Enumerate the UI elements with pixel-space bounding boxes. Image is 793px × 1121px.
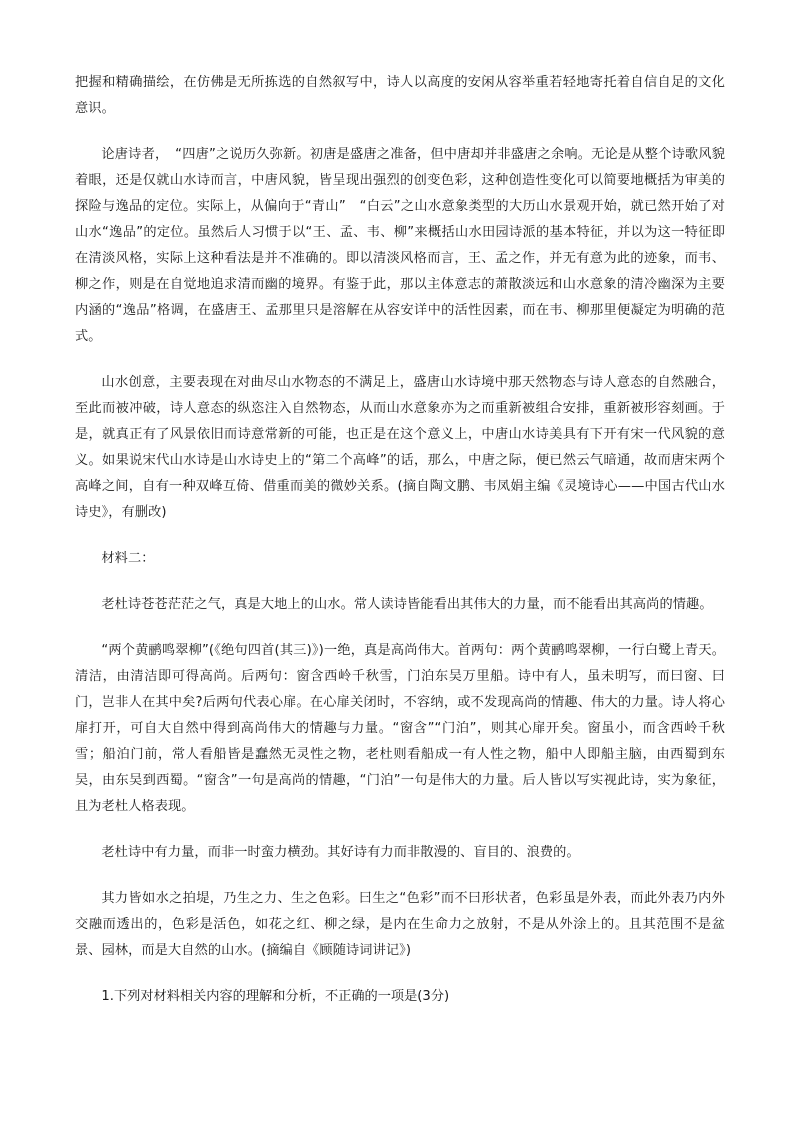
paragraph-6: 老杜诗中有力量，而非一时蛮力横劲。其好诗有力而非散漫的、盲目的、浪费的。 (101, 845, 580, 860)
document-page (75, 70, 725, 1010)
paragraph-2: 论唐诗者， “四唐”之说历久弥新。初唐是盛唐之准备，但中唐却并非盛唐之余响。无论是从整个诗歌风貌着眼，还是仅就山水诗而言，中唐风貌，皆呈现出强烈的创变色彩，这种创造性变化可以简要地概括为审美的探险与逸品的定位。实际上，从偏向于“青山” “白云”之山水意象类型的大历山水景观开始，就已然开始了对山水“逸品”的定位。虽然后人习惯于以“王、孟、韦、柳”来概括山水田园诗派的基本特征，并以为这一特征即在清淡风格，实际上这种看法是并不准确的。即以清淡风格而言，王、孟之作，并无有意为此的迹象，而韦、柳之作，则是在自觉地追求清而幽的境界。有鉴于此，那以主体意志的萧散淡远和山水意象的清冷幽深为主要内涵的“逸品”格调，在盛唐王、孟那里只是溶解在从容安详中的活性因素，而在韦、柳那里便凝定为明确的范式。 (75, 147, 725, 344)
paragraph-1: 把握和精确描绘，在仿佛是无所拣选的自然叙写中，诗人以高度的安闲从容举重若轻地寄托着自信自足的文化意识。 (75, 75, 725, 116)
paragraph-7: 其力皆如水之拍堤，乃生之力、生之色彩。曰生之“色彩”而不曰形状者，色彩虽是外表，而此外表乃内外交融而透出的，色彩是活色，如花之红、柳之绿，是内在生命力之放射，不是从外涂上的。且其范围不是盆景、园林，而是大自然的山水。(摘编自《顾随诗词讲记》) (75, 891, 725, 958)
paragraph-3: 山水创意，主要表现在对曲尽山水物态的不满足上，盛唐山水诗境中那天然物态与诗人意态的自然融合，至此而被冲破，诗人意态的纵恣注入自然物态，从而山水意象亦为之而重新被组合安排，重新被形容刻画。于是，就真正有了风景依旧而诗意常新的可能，也正是在这个意义上，中唐山水诗美具有下开有宋一代风貌的意义。如果说宋代山水诗是山水诗史上的“第二个高峰”的话，那么，中唐之际，便已然云气暗通，故而唐宋两个高峰之间，自有一种双峰互倚、借重而美的微妙关系。(摘自陶文鹏、韦凤娟主编《灵境诗心——中国古代山水诗史》，有删改) (75, 375, 725, 520)
section-label-material-2: 材料二： (101, 551, 155, 566)
question-1: 1.下列对材料相关内容的理解和分析，不正确的一项是(3分) (101, 989, 450, 1004)
paragraph-4: 老杜诗苍苍茫茫之气，真是大地上的山水。常人读诗皆能看出其伟大的力量，而不能看出其高尚的情趣。 (101, 597, 713, 612)
paragraph-5: “两个黄鹂鸣翠柳”(《绝句四首(其三)》)一绝，真是高尚伟大。首两句：两个黄鹂鸣翠柳，一行白鹭上青天。清洁，由清洁即可得高尚。后两句：窗含西岭千秋雪，门泊东吴万里船。诗中有人，虽未明写，而曰窗、曰门，岂非人在其中矣?后两句代表心扉。在心扉关闭时，不容纳，或不发现高尚的情趣、伟大的力量。诗人将心扉打开，可自大自然中得到高尚伟大的情趣与力量。“窗含”“门泊”，则其心扉开矣。窗虽小，而含西岭千秋雪；船泊门前，常人看船皆是蠢然无灵性之物，老杜则看船成一有人性之物，船中人即船主脑，由西蜀到东吴，由东吴到西蜀。“窗含”一句是高尚的情趣，“门泊”一句是伟大的力量。后人皆以写实视此诗，实为象征，且为老杜人格表现。 (75, 643, 725, 814)
